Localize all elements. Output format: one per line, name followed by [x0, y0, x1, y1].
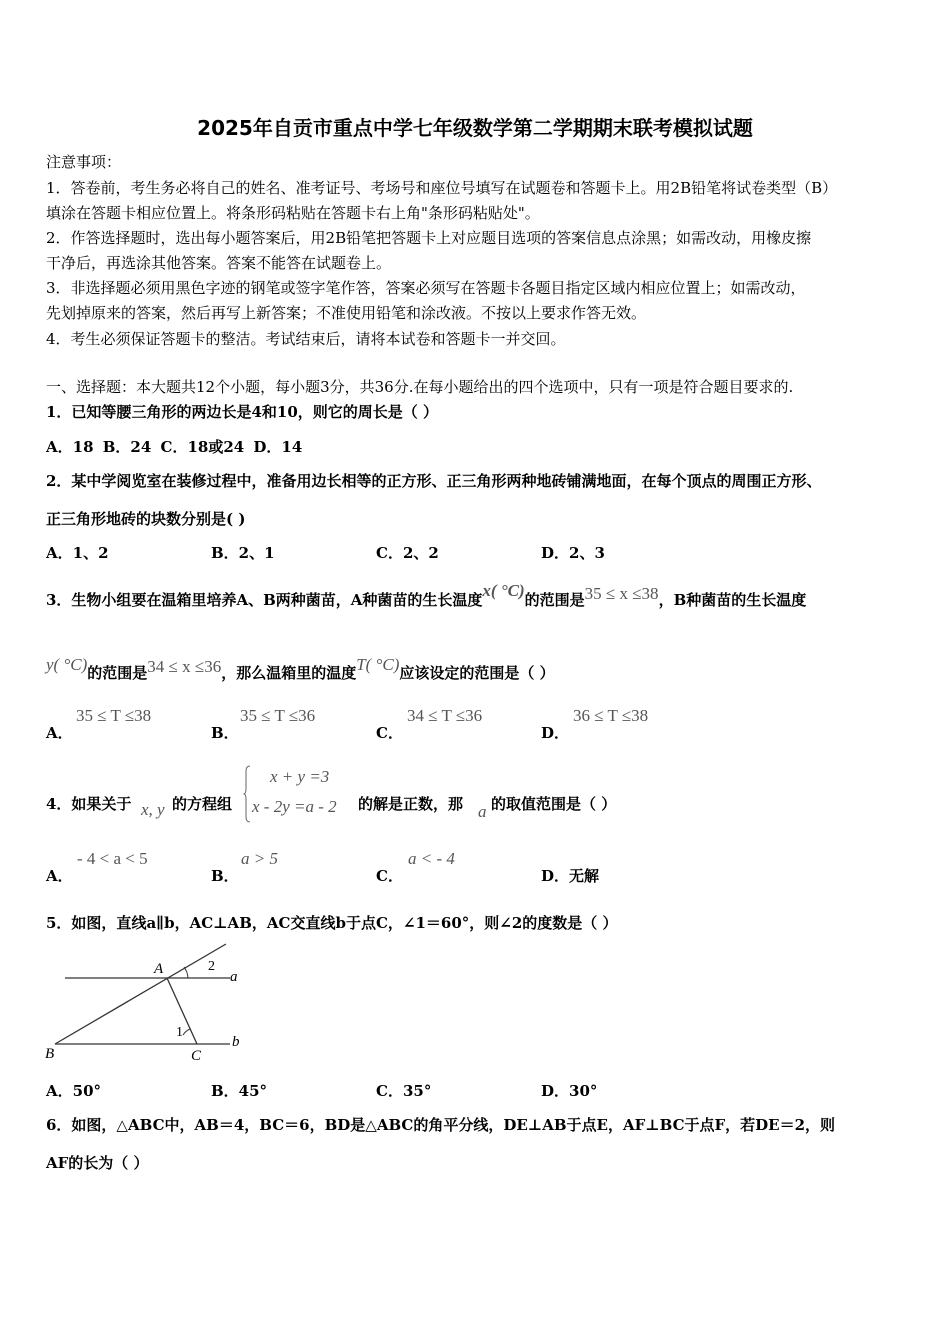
- q5-geometry-figure: [40, 938, 250, 1066]
- q3-math-range-a: 35 ≤ x ≤38: [584, 584, 659, 603]
- q3-option-d-label: D．: [541, 724, 570, 742]
- angle-2-arc: [184, 967, 188, 978]
- q5-option-d: D．30°: [541, 1082, 598, 1100]
- label-point-c: C: [191, 1048, 202, 1064]
- q3-text-4: 的范围是: [87, 664, 148, 682]
- q4-math-a: a: [478, 802, 487, 821]
- notice-line: 干净后，再选涂其他答案。答案不能答在试题卷上。: [46, 254, 392, 272]
- notice-line: 1．答卷前，考生务必将自己的姓名、准考证号、考场号和座位号填写在试题卷和答题卡上。用2B铅笔将试卷类型（B）: [46, 179, 838, 197]
- equation-2: [252, 797, 337, 817]
- q3-option-a-math: 35 ≤ T ≤38: [76, 706, 152, 725]
- q2-option-d: D．2、3: [541, 544, 605, 562]
- q4-option-a-label: A．: [46, 867, 73, 885]
- notice-line: 3．非选择题必须用黑色字迹的钢笔或签字笔作答，答案必须写在答题卡各题目指定区域内相应位置上；如需改动，: [46, 279, 806, 297]
- q3-text-6: 应该设定的范围是（ ）: [399, 664, 555, 682]
- question-3-line1: [46, 581, 807, 610]
- question-1-options: A．18 B．24 C．18或24 D．14: [46, 438, 303, 456]
- label-line-a: a: [230, 969, 238, 985]
- equation-1-text: x + y =3: [270, 767, 330, 786]
- page-title: 2025年自贡市重点中学七年级数学第二学期期末联考模拟试题: [197, 116, 753, 140]
- q3-option-d-math: 36 ≤ T ≤38: [573, 706, 649, 725]
- notice-heading: 注意事项：: [46, 153, 122, 171]
- brace-icon: [243, 765, 251, 823]
- q3-option-b-math: 35 ≤ T ≤36: [240, 706, 316, 725]
- equation-1: [270, 767, 329, 787]
- q4-text-3: 的解是正数，那: [358, 795, 464, 813]
- q3-math-range-b: 34 ≤ x ≤36: [147, 657, 222, 676]
- q4-text-4: 的取值范围是（ ）: [491, 795, 617, 813]
- label-point-a: A: [154, 961, 164, 977]
- q4-text-2: 的方程组: [172, 795, 233, 813]
- q3-option-a-label: A．: [46, 724, 73, 742]
- line-ab: [55, 944, 226, 1044]
- notice-line: 填涂在答题卡相应位置上。将条形码粘贴在答题卡右上角"条形码粘贴处"。: [46, 204, 540, 222]
- question-1: 1．已知等腰三角形的两边长是4和10，则它的周长是（ ）: [46, 403, 438, 421]
- q4-option-d: D．无解: [541, 867, 600, 885]
- section-heading: 一、选择题：本大题共12个小题，每小题3分，共36分.在每小题给出的四个选项中，只有一项是符合题目要求的.: [46, 378, 794, 396]
- question-2-line2: 正三角形地砖的块数分别是( ): [46, 510, 246, 528]
- label-line-b: b: [232, 1034, 240, 1050]
- q4-option-c-math: a < - 4: [408, 849, 455, 868]
- q4-option-a-math: - 4 < a < 5: [77, 849, 148, 868]
- equation-system: [243, 765, 361, 823]
- notice-line: 先划掉原来的答案，然后再写上新答案；不准使用铅笔和涂改液。不按以上要求作答无效。: [46, 304, 647, 322]
- q4-math-vars: x, y: [141, 800, 165, 819]
- question-2-line1: 2．某中学阅览室在装修过程中，准备用边长相等的正方形、正三角形两种地砖铺满地面，在每个顶点的周围正方形、: [46, 472, 822, 490]
- q3-text-1: 3．生物小组要在温箱里培养A、B两种菌苗，A种菌苗的生长温度: [46, 591, 483, 609]
- notice-line: 2．作答选择题时，选出每小题答案后，用2B铅笔把答题卡上对应题目选项的答案信息点涂黑；如需改动，用橡皮擦: [46, 229, 812, 247]
- q2-option-c: C．2、2: [376, 544, 439, 562]
- question-3-line2: [46, 655, 555, 683]
- question-5: 5．如图，直线a∥b，AC⊥AB，AC交直线b于点C，∠1＝60°，则∠2的度数是（ ）: [46, 914, 618, 932]
- q4-option-b-label: B．: [211, 867, 239, 885]
- label-angle-2: 2: [208, 959, 215, 974]
- q4-option-b-math: a > 5: [241, 849, 278, 868]
- notice-line: 4．考生必须保证答题卡的整洁。考试结束后，请将本试卷和答题卡一并交回。: [46, 330, 566, 348]
- q3-text-2: 的范围是: [524, 591, 585, 609]
- question-6-line2: AF的长为（ ）: [46, 1154, 149, 1172]
- q2-option-a: A．1、2: [46, 544, 109, 562]
- q3-option-b-label: B．: [211, 724, 239, 742]
- q3-option-c-math: 34 ≤ T ≤36: [407, 706, 483, 725]
- q3-math-t: T( °C): [356, 655, 400, 674]
- q5-option-c: C．35°: [376, 1082, 432, 1100]
- q2-option-b: B．2、1: [211, 544, 275, 562]
- q5-option-b: B．45°: [211, 1082, 268, 1100]
- q3-text-3: ，B种菌苗的生长温度: [658, 591, 807, 609]
- equation-2-text: x - 2y =a - 2: [252, 797, 337, 816]
- q4-text-1: 4．如果关于: [46, 795, 132, 813]
- q3-math-y: y( °C): [46, 655, 88, 674]
- q4-option-c-label: C．: [376, 867, 403, 885]
- angle-1-arc: [183, 1029, 190, 1035]
- label-angle-1: 1: [176, 1025, 183, 1040]
- q3-option-c-label: C．: [376, 724, 403, 742]
- q3-math-x: x( °C): [482, 581, 525, 600]
- q5-option-a: A．50°: [46, 1082, 102, 1100]
- label-point-b: B: [45, 1046, 55, 1062]
- question-6-line1: 6．如图，△ABC中，AB＝4，BC＝6，BD是△ABC的角平分线，DE⊥AB于点E，AF⊥BC于点F，若DE＝2，则: [46, 1116, 836, 1134]
- q3-text-5: ，那么温箱里的温度: [221, 664, 357, 682]
